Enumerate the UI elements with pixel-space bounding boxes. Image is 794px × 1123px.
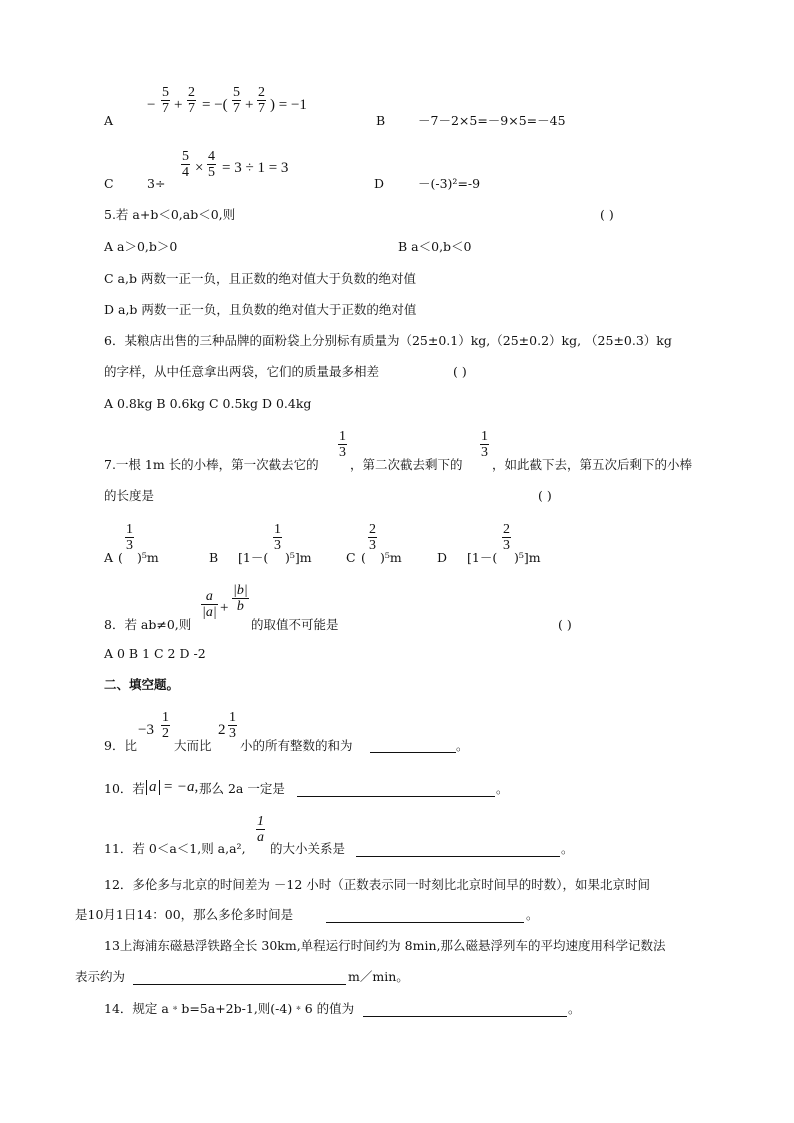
- q11-post: 的大小关系是: [270, 841, 346, 856]
- q12-line-2: 是10月1日14：00，那么多伦多时间是: [75, 907, 294, 922]
- fraction-abs-b-over-b: $\frac{|b|}{b}$: [233, 583, 248, 614]
- fraction: $\frac{5}{7}$: [162, 85, 169, 116]
- q13-answer-blank[interactable]: [133, 972, 346, 985]
- q10-expr: = −a,: [163, 779, 199, 795]
- fraction: $\frac{2}{7}$: [258, 85, 265, 116]
- q5-stem: 5.若 a+b＜0,ab＜0,则: [104, 207, 236, 222]
- fraction-one-over-a: $\frac{1}{a}$: [257, 814, 264, 845]
- q13-line-1: 13上海浦东磁悬浮铁路全长 30km,单程运行时间约为 8min,那么磁悬浮列车的平均速度用科学记数法: [104, 938, 666, 953]
- q10-post: 那么 2a 一定是: [199, 781, 285, 796]
- q7-line-2: 的长度是: [104, 488, 155, 503]
- q5-answer-paren: ( ): [600, 207, 614, 222]
- q7-line-1-post: ，如此截下去，第五次后剩下的小棒: [492, 457, 693, 472]
- q9-pre: 9．比: [104, 738, 137, 753]
- q8-options: A 0 B 1 C 2 D -2: [104, 646, 206, 661]
- q4-c-pre: 3÷: [147, 176, 166, 191]
- q4-b-label: B: [376, 113, 386, 128]
- q9-answer-blank[interactable]: [370, 740, 456, 753]
- fraction: $\frac{4}{5}$: [208, 149, 215, 180]
- q13-unit: m／min。: [348, 969, 409, 984]
- q7-d-label: D: [437, 550, 448, 565]
- q7-c-label: C: [346, 550, 356, 565]
- fraction: $\frac{5}{7}$: [233, 85, 240, 116]
- q10-pre: 10．若: [104, 781, 145, 796]
- fraction: $\frac{5}{4}$: [182, 149, 189, 180]
- q12-answer-blank[interactable]: [326, 910, 524, 923]
- q7-line-1-mid: ，第二次截去剩下的: [350, 457, 463, 472]
- q7-answer-paren: ( ): [538, 488, 552, 503]
- fraction: $\frac{1}{3}$: [229, 710, 236, 741]
- q5-option-c: C a,b 两数一正一负，且正数的绝对值大于负数的绝对值: [104, 271, 416, 286]
- fraction-two-thirds: $\frac{2}{3}$: [503, 522, 510, 553]
- q11-pre: 11．若 0＜a＜1,则 a,a²,: [104, 841, 246, 856]
- fraction-a-over-abs-a: $\frac{a}{|a|}$: [202, 589, 217, 620]
- q4-b-text: －7－2×5=－9×5=－45: [418, 113, 566, 128]
- q8-stem-pre: 8．若 ab≠0,则: [104, 617, 192, 632]
- q8-answer-paren: ( ): [558, 617, 572, 632]
- fraction-one-third: $\frac{1}{3}$: [274, 522, 281, 553]
- q9-mixed-1-whole: −3: [138, 722, 154, 738]
- section-title-fill-in: 二、填空题。: [104, 677, 180, 692]
- q5-option-b: B a＜0,b＜0: [398, 239, 472, 254]
- q9-post: 小的所有整数的和为: [240, 738, 353, 753]
- q11-answer-blank[interactable]: [356, 844, 560, 857]
- fraction-one-third: $\frac{1}{3}$: [126, 522, 133, 553]
- fraction-one-third: $\frac{1}{3}$: [481, 429, 488, 460]
- q6-options: A 0.8kg B 0.6kg C 0.5kg D 0.4kg: [104, 396, 312, 411]
- fraction-one-third: $\frac{1}{3}$: [339, 429, 346, 460]
- q7-a-label: A: [104, 550, 114, 565]
- q9-mixed-2-whole: 2: [218, 722, 226, 738]
- q6-answer-paren: ( ): [453, 364, 467, 379]
- q8-stem-post: 的取值不可能是: [251, 617, 339, 632]
- q13-line-2: 表示约为: [75, 969, 126, 984]
- q6-line-1: 6．某粮店出售的三种品牌的面粉袋上分别标有质量为（25±0.1）kg,（25±0.2）kg, （25±0.3）kg: [104, 333, 672, 348]
- q6-line-2: 的字样，从中任意拿出两袋，它们的质量最多相差: [104, 364, 380, 379]
- q9-mid: 大而比: [174, 738, 212, 753]
- q10-abs-a: a: [146, 780, 160, 795]
- q7-b-label: B: [209, 550, 219, 565]
- q4-d-text: －(-3)²=-9: [418, 176, 481, 191]
- q4-a-label: A: [104, 113, 114, 128]
- fraction-two-thirds: $\frac{2}{3}$: [369, 522, 376, 553]
- fraction: $\frac{1}{2}$: [162, 710, 169, 741]
- q14-text: 14．规定 a﹡b=5a+2b-1,则(-4)﹡6 的值为: [104, 1001, 355, 1016]
- q10-answer-blank[interactable]: [297, 784, 495, 797]
- q4-c-label: C: [104, 176, 114, 191]
- q14-answer-blank[interactable]: [363, 1004, 567, 1017]
- q4-d-label: D: [374, 176, 385, 191]
- q7-line-1-pre: 7.一根 1m 长的小棒，第一次截去它的: [104, 457, 319, 472]
- fraction: $\frac{2}{7}$: [188, 85, 195, 116]
- q12-line-1: 12．多伦多与北京的时间差为 －12 小时（正数表示同一时刻比北京时间早的时数），如果北京时间: [104, 877, 651, 892]
- q5-option-d: D a,b 两数一正一负，且负数的绝对值大于正数的绝对值: [104, 302, 417, 317]
- q5-option-a: A a＞0,b＞0: [104, 239, 178, 254]
